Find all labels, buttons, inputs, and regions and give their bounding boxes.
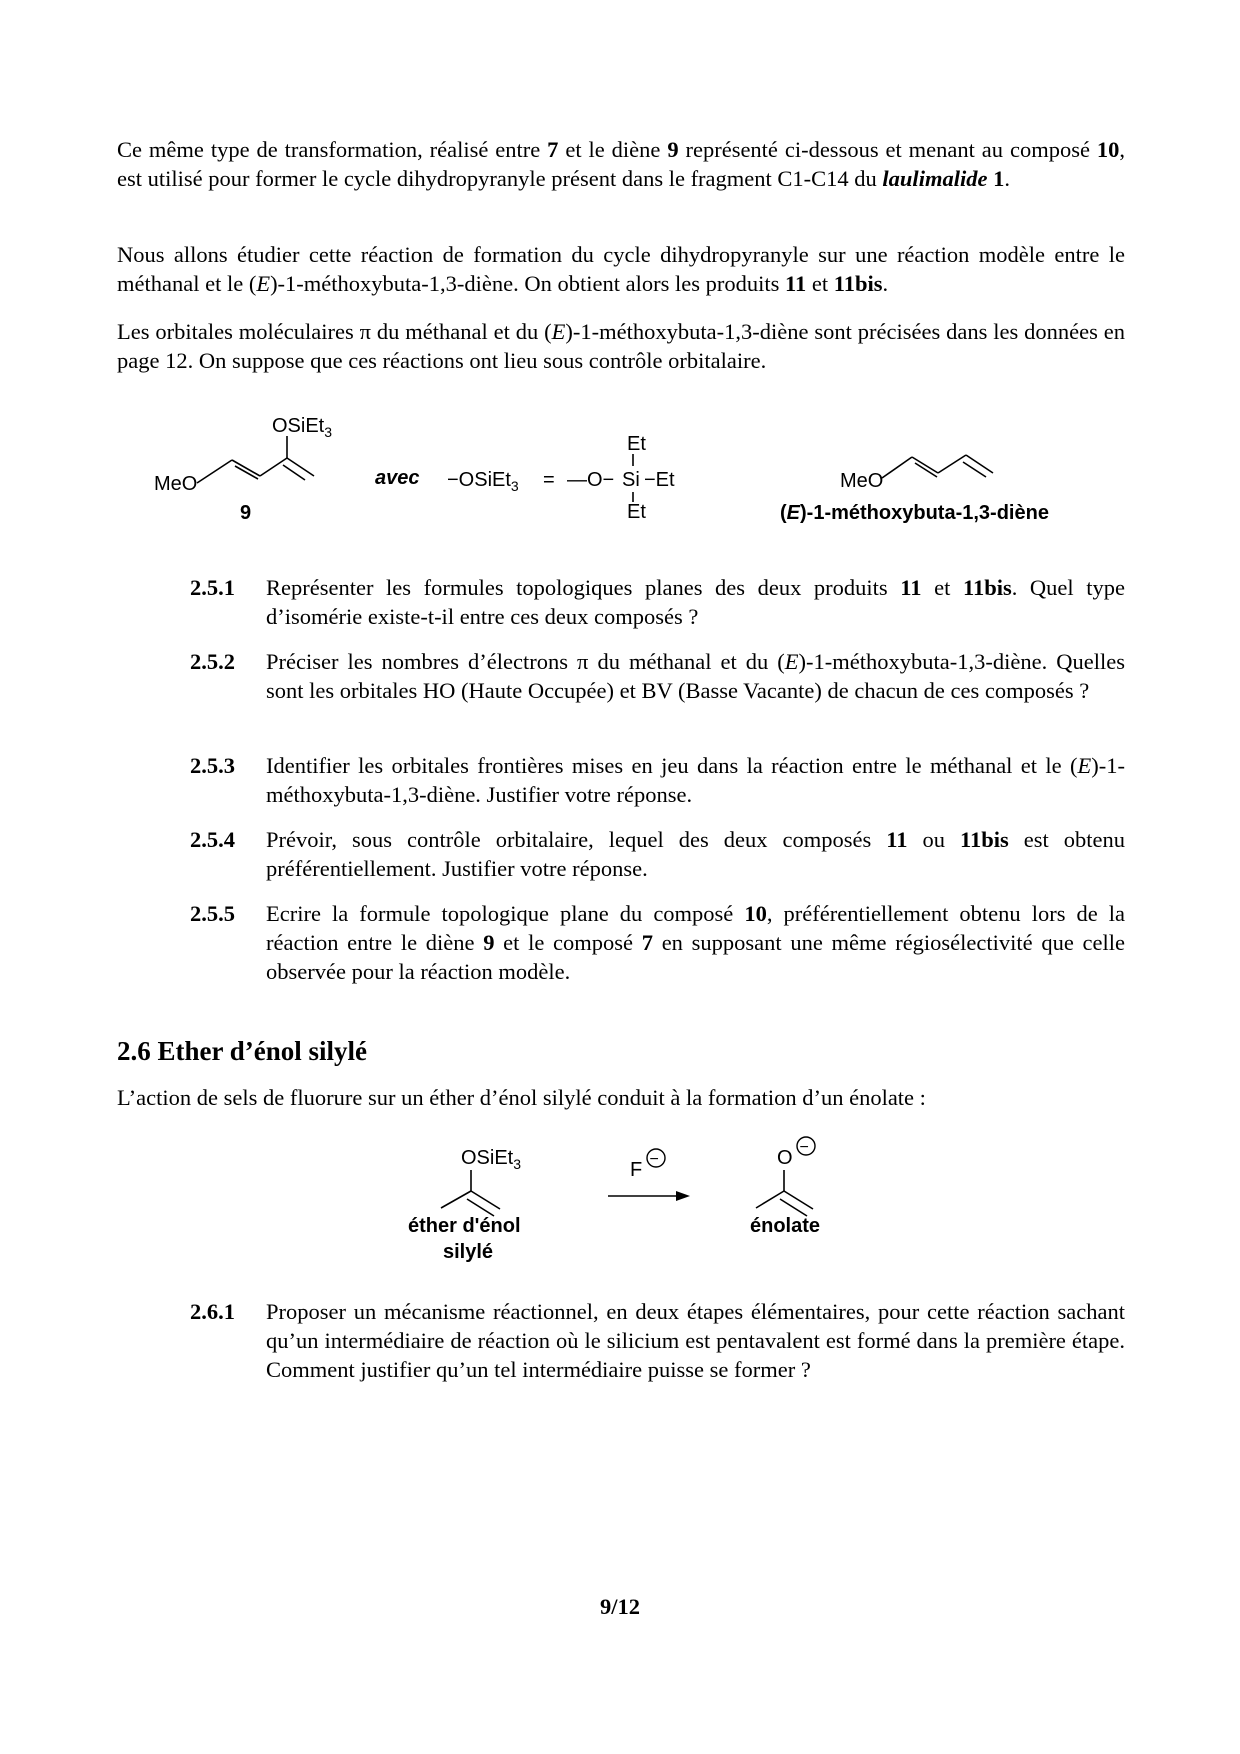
question-text: Ecrire la formule topologique plane du composé 10, préférentiellement obtenu lors de la réaction entre le diène 9 et le composé 7 en supposant une même régiosélectivité que celle observée pour la réaction modèle. [266,901,1125,984]
section-heading: 2.6 Ether d’énol silylé [117,1036,368,1066]
silicon-atom: Si [622,469,640,491]
text: et [806,271,834,296]
diene-9-osiet3: OSiEt$_3$ [272,415,333,440]
question-number: 2.5.4 [190,827,235,852]
compound-ref: 9 [667,137,679,162]
question-text: Identifier les orbitales frontières mises en jeu dans la réaction entre le méthanal et le (E)-1-méthoxybuta-1,3-diène. Justifier votre réponse. [266,753,1125,807]
enolate-structure [756,1170,813,1216]
ethyl-bottom: Et [627,501,646,523]
page-number: 9/12 [599,1594,640,1619]
text: Nous allons étudier cette réaction de formation du cycle dihydropyranyle sur une réaction modèle entre le méthanal et le ( [117,242,1125,296]
avec-label: avec [375,467,420,489]
question-number: 2.5.5 [190,901,235,926]
ethyl-right: −Et [644,469,675,491]
question-text: Représenter les formules topologiques planes des deux produits 11 et 11bis. Quel type d’isomérie existe-t-il entre ces deux composés ? [266,575,1125,629]
model-diene-label: (E)-1-méthoxybuta-1,3-diène [780,502,1049,524]
compound-label-9: 9 [240,502,252,524]
silyl-enol-ether-structure [441,1170,500,1216]
diene-9-meo: MeO [154,473,198,495]
reaction-arrow-icon [608,1191,690,1201]
text: Ce même type de transformation, réalisé entre [117,137,548,162]
compound-ref: 11 [784,271,807,296]
question-text: Préciser les nombres d’électrons π du méthanal et du (E)-1-méthoxybuta-1,3-diène. Quelles sont les orbitales HO (Haute Occupée) et BV (Basse Vacante) de chacun de ces composés ? [266,649,1125,703]
question-number: 2.5.2 [190,649,235,674]
equals-sign: = [543,469,555,491]
compound-ref: 1 [993,166,1005,191]
ethyl-top: Et [627,433,646,455]
text: )-1-méthoxybuta-1,3-diène sont précisées dans les données en page 12. On suppose que ces réactions ont lieu sous contrôle orbitalaire. [117,319,1125,373]
stereo-descriptor: E [256,271,271,296]
text: Les orbitales moléculaires π du méthanal et du ( [117,319,552,344]
natural-product-name: laulimalide [882,166,988,191]
product-label: énolate [750,1215,821,1237]
stereo-descriptor: E [551,319,566,344]
oxygen-atom: —O− [567,469,615,491]
enolate-oxygen: O [777,1147,793,1169]
text: représenté ci-dessous et menant au composé [678,137,1097,162]
text: et le diène [558,137,668,162]
reactant-label-line2: silylé [443,1241,494,1263]
question-number: 2.6.1 [190,1299,235,1324]
fluoride-reagent: F [630,1159,643,1181]
osiet3-group: −OSiEt$_3$ [447,469,519,494]
text: . [1004,166,1010,191]
question-text: Prévoir, sous contrôle orbitalaire, lequel des deux composés 11 ou 11bis est obtenu préférentiellement. Justifier votre réponse. [266,827,1125,881]
question-number: 2.5.3 [190,753,235,778]
model-diene-meo: MeO [840,470,884,492]
compound-ref: 10 [1096,137,1120,162]
compound-ref: 7 [547,137,559,162]
section-intro: L’action de sels de fluorure sur un éther d’énol silylé conduit à la formation d’un énolate : [117,1085,926,1110]
text: , est utilisé pour former le cycle dihydropyranyle présent dans le fragment C1-C14 du [117,137,1125,191]
charge-sign: − [799,1139,809,1156]
text: . [882,271,889,296]
charge-sign: − [649,1151,659,1168]
compound-ref: 11bis [833,271,883,296]
question-text: Proposer un mécanisme réactionnel, en deux étapes élémentaires, pour cette réaction sachant qu’un intermédiaire de réaction où le silicium est pentavalent est formé dans la première étape. Comment justifier qu’un tel intermédiaire puisse se former ? [266,1299,1125,1382]
reactant-label: éther d'énol [408,1215,521,1237]
text: )-1-méthoxybuta-1,3-diène. On obtient alors les produits [270,271,785,296]
reactant-osiet3: OSiEt$_3$ [461,1147,522,1172]
question-number: 2.5.1 [190,575,235,600]
